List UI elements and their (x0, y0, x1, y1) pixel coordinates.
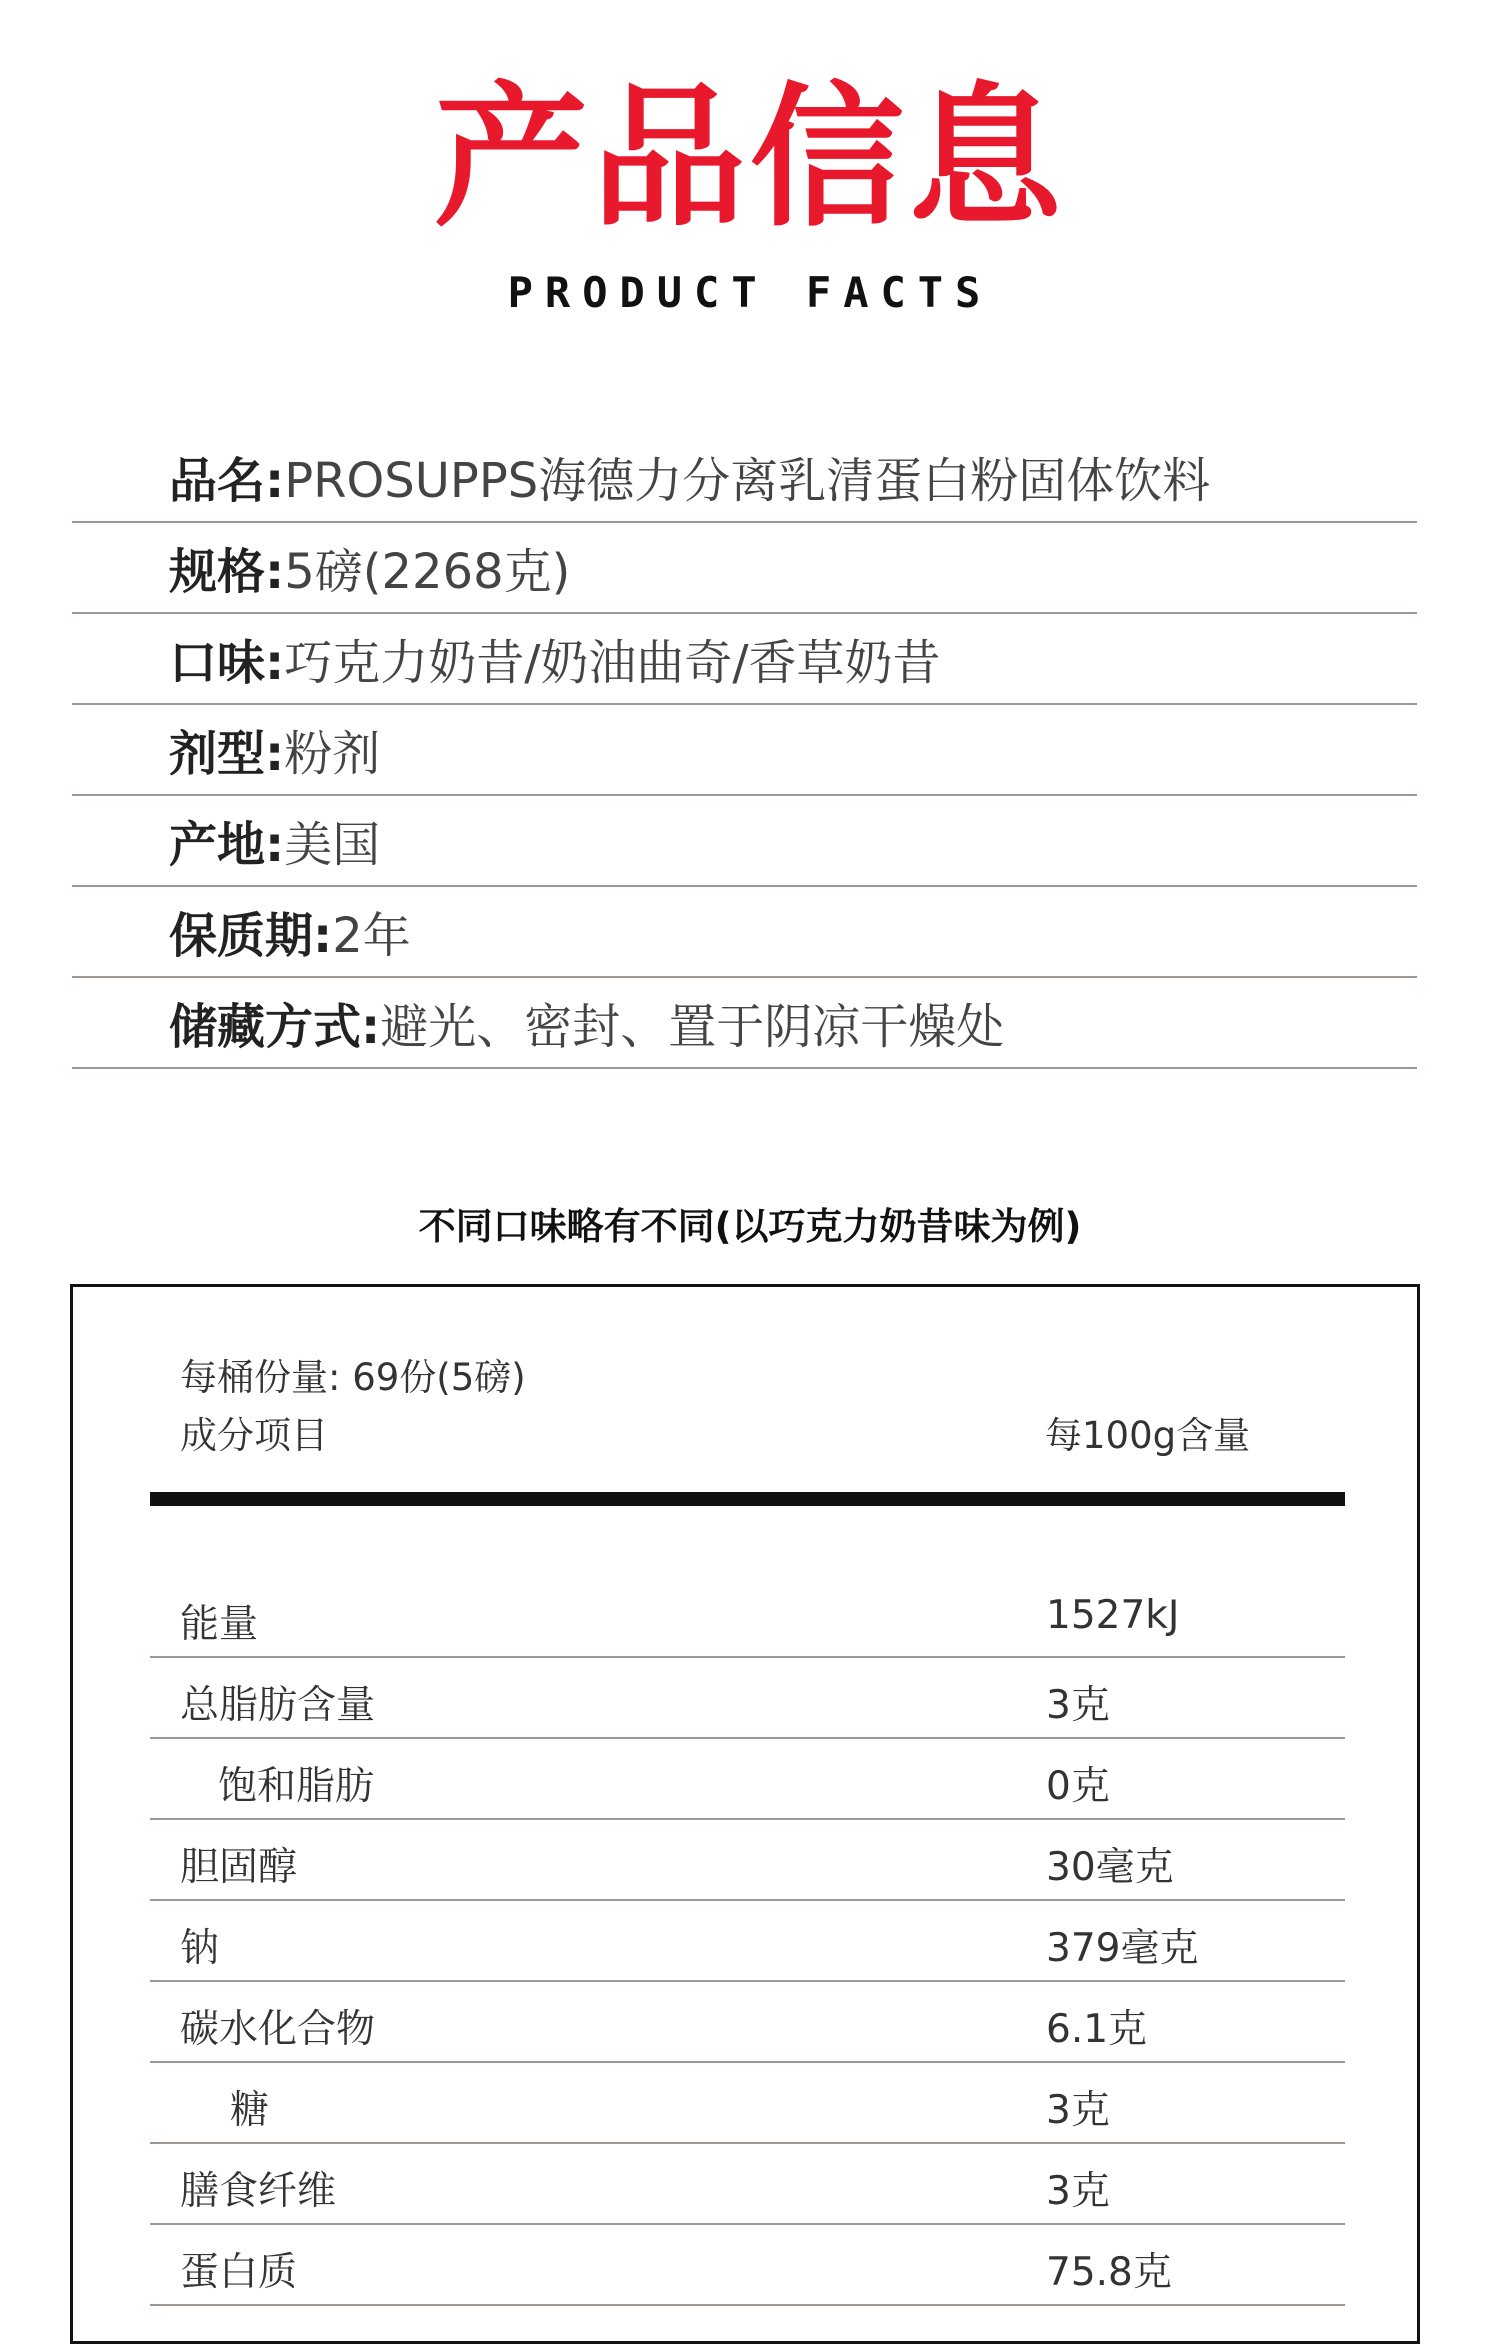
page-title: 产品信息 (433, 69, 1066, 248)
nutrient-value: 0克 (1046, 1764, 1110, 1809)
nutrient-value: 3克 (1046, 2088, 1110, 2133)
fact-label: 保质期: (169, 908, 333, 964)
fact-value: 粉剂 (284, 726, 381, 782)
column-header-amount: 每100g含量 (1045, 1414, 1251, 1457)
fact-label: 产地: (169, 817, 285, 873)
nutrient-value: 1527kJ (1046, 1593, 1180, 1638)
fact-value: 美国 (284, 817, 381, 873)
fact-label: 品名: (169, 453, 285, 509)
fact-value: PROSUPPS海德力分离乳清蛋白粉固体饮料 (284, 453, 1211, 509)
nutrient-value: 6.1克 (1046, 2007, 1148, 2052)
table-row (150, 1982, 1345, 2063)
nutrient-name: 钠 (180, 1926, 220, 1971)
page-subtitle: PRODUCT FACTS (507, 268, 993, 317)
fact-label: 口味: (169, 635, 285, 691)
nutrient-name: 膳食纤维 (180, 2169, 337, 2214)
table-row (150, 1901, 1345, 1982)
fact-row-form (72, 705, 1417, 796)
nutrient-value: 3克 (1046, 2169, 1110, 2214)
nutrient-name: 蛋白质 (180, 2250, 298, 2295)
fact-row-spec (72, 523, 1417, 614)
table-row (150, 1658, 1345, 1739)
product-facts-list (72, 432, 1417, 1069)
fact-row-shelf-life (72, 887, 1417, 978)
servings-per-container: 每桶份量: 69份(5磅) (180, 1356, 526, 1399)
nutrient-value: 379毫克 (1046, 1926, 1199, 1971)
fact-row-origin (72, 796, 1417, 887)
fact-label: 储藏方式: (169, 999, 381, 1055)
fact-value: 巧克力奶昔/奶油曲奇/香草奶昔 (284, 635, 941, 691)
nutrient-name: 能量 (180, 1602, 259, 1647)
table-row (150, 2225, 1345, 2306)
table-row (150, 2144, 1345, 2225)
nutrient-value: 30毫克 (1046, 1845, 1174, 1890)
nutrient-name: 碳水化合物 (180, 2007, 376, 2052)
nutrient-name: 糖 (230, 2088, 270, 2133)
flavor-note: 不同口味略有不同(以巧克力奶昔味为例) (418, 1205, 1082, 1248)
table-row (150, 1820, 1345, 1901)
nutrition-panel (70, 1284, 1420, 2344)
nutrient-name: 总脂肪含量 (180, 1683, 376, 1728)
fact-row-storage (72, 978, 1417, 1069)
divider (150, 1492, 1345, 1506)
nutrition-table (150, 1577, 1345, 2306)
nutrient-name: 饱和脂肪 (218, 1764, 375, 1809)
fact-row-flavor (72, 614, 1417, 705)
table-row (150, 1577, 1345, 1658)
nutrient-value: 3克 (1046, 1683, 1110, 1728)
column-header-item: 成分项目 (180, 1414, 328, 1457)
table-row (150, 1739, 1345, 1820)
fact-value: 2年 (332, 908, 411, 964)
table-row (150, 2063, 1345, 2144)
fact-value: 避光、密封、置于阴凉干燥处 (380, 999, 1005, 1055)
fact-label: 规格: (169, 544, 285, 600)
nutrient-name: 胆固醇 (180, 1845, 298, 1890)
fact-row-name (72, 432, 1417, 523)
fact-value: 5磅(2268克) (284, 544, 571, 600)
fact-label: 剂型: (169, 726, 285, 782)
nutrient-value: 75.8克 (1046, 2250, 1172, 2295)
